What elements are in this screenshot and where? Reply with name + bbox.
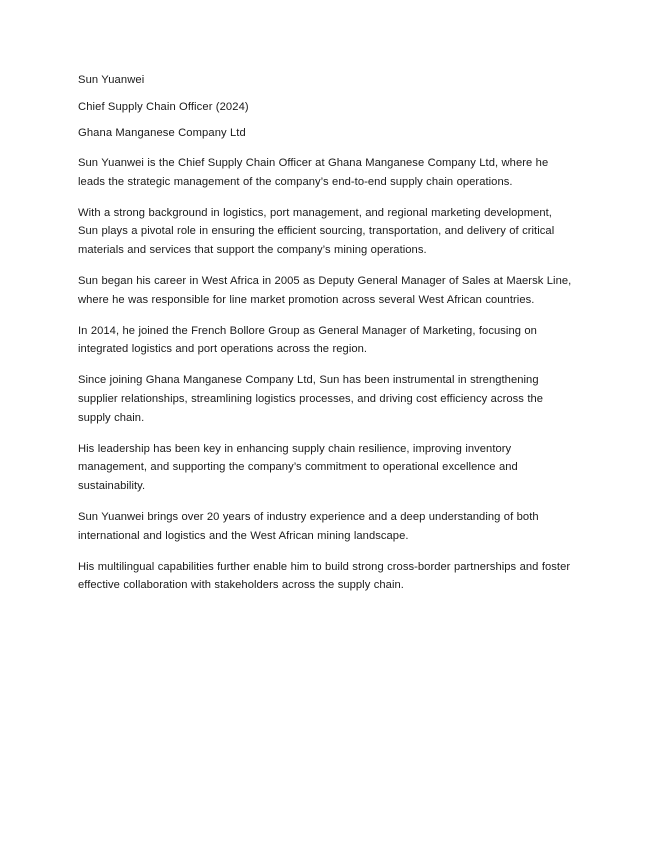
body-paragraph: Since joining Ghana Manganese Company Ltd, Sun has been instrumental in strengthening supplier relationships, streamlining logistics processes, and driving cost efficiency across the supply chain.: [78, 374, 544, 424]
body-paragraph: Sun Yuanwei brings over 20 years of industry experience and a deep understanding of both international and logistics and the West African mining landscape.: [78, 510, 539, 542]
body-paragraph: In 2014, he joined the French Bollore Group as General Manager of Marketing, focusing on integrated logistics and port operations across the region.: [78, 324, 537, 356]
body-paragraph: Sun began his career in West Africa in 2005 as Deputy General Manager of Sales at Maersk Line, where he was responsible for line market promotion across several West African countries.: [78, 274, 572, 306]
body-paragraph: With a strong background in logistics, port management, and regional marketing development, Sun plays a pivotal role in ensuring the efficient sourcing, transportation, and delivery of critical materials and services that support the company’s mining operations.: [78, 206, 555, 256]
body-paragraph: Sun Yuanwei is the Chief Supply Chain Officer at Ghana Manganese Company Ltd, where he leads the strategic management of the company’s end-to-end supply chain operations.: [78, 157, 549, 188]
body-paragraph: His leadership has been key in enhancing supply chain resilience, improving inventory management, and supporting the company’s commitment to operational excellence and sustainability.: [78, 442, 518, 492]
person-organization: Ghana Manganese Company Ltd: [78, 127, 246, 139]
body-paragraph: His multilingual capabilities further enable him to build strong cross-border partnerships and foster effective collaboration with stakeholders across the supply chain.: [78, 560, 571, 592]
person-name: Sun Yuanwei: [78, 74, 145, 86]
person-job-title: Chief Supply Chain Officer (2024): [78, 100, 249, 113]
document-content: [78, 74, 575, 595]
